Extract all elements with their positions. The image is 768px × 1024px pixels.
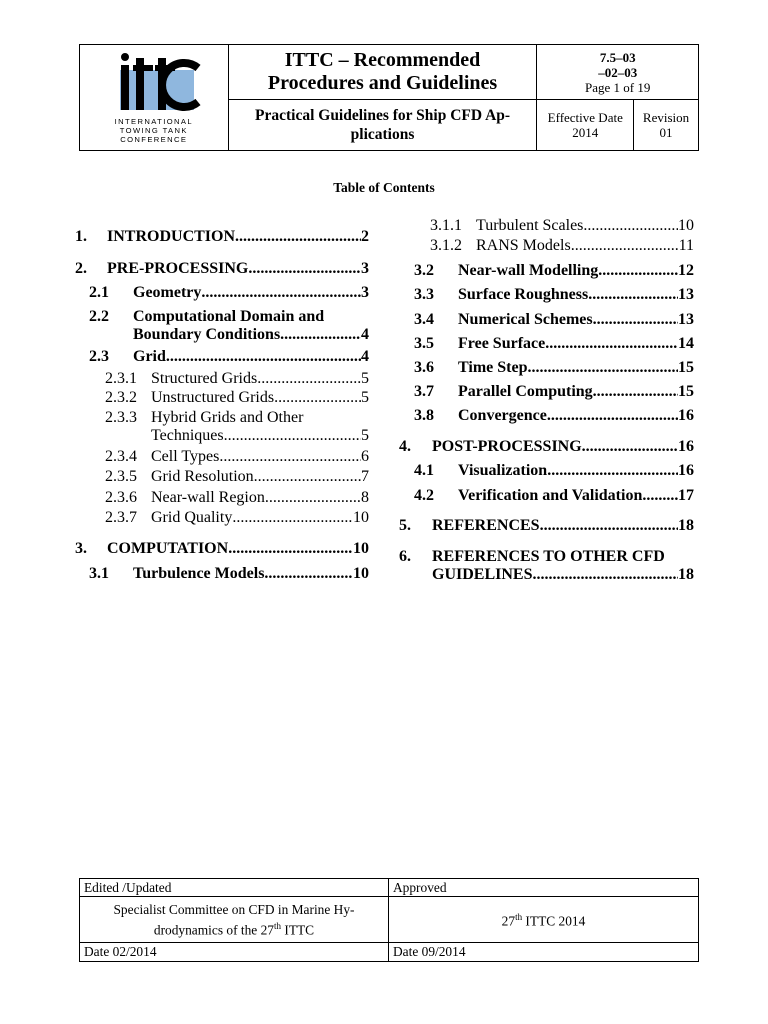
toc-leader-dots: [583, 217, 678, 235]
toc-leader-dots: [588, 286, 678, 304]
toc-entry-number: 3.4: [414, 311, 434, 328]
doc-number-line1: 7.5–03: [599, 49, 636, 65]
document-title: [228, 45, 537, 100]
toc-entry-number: 3.7: [414, 383, 434, 400]
toc-entry[interactable]: [399, 438, 694, 456]
document-header: [79, 44, 699, 151]
toc-entry-page: 5: [361, 389, 369, 406]
toc-entry-number: 2.3.1: [105, 370, 137, 387]
toc-entry-number: 2.3.4: [105, 448, 137, 465]
toc-entry-number: 2.: [75, 260, 87, 277]
toc-entry-label: Near-wall Region: [151, 489, 265, 506]
toc-entry-number: 3.1.1: [430, 217, 462, 234]
toc-entry-page: 12: [678, 262, 694, 279]
toc-entry-page: 10: [678, 217, 694, 234]
toc-leader-dots: [582, 438, 678, 456]
toc-entry-number: 4.2: [414, 487, 434, 504]
toc-leader-dots: [224, 427, 361, 445]
toc-leader-dots: [571, 237, 679, 255]
toc-entry-page: 10: [353, 565, 369, 582]
toc-entry[interactable]: [430, 237, 694, 255]
toc-entry-page: 5: [361, 370, 369, 387]
toc-entry-number: 2.2: [89, 308, 109, 325]
toc-leader-dots: [264, 565, 353, 583]
toc-entry-label: Boundary Conditions: [133, 326, 281, 343]
approved-by: [389, 897, 699, 943]
toc-entry[interactable]: [105, 448, 369, 466]
toc-leader-dots: [642, 487, 678, 505]
toc-leader-dots: [593, 383, 678, 401]
toc-leader-dots: [547, 462, 678, 480]
toc-entry-page: 10: [353, 540, 369, 557]
toc-entry[interactable]: [105, 489, 369, 507]
toc-entry[interactable]: [414, 286, 694, 304]
toc-entry-label: REFERENCES: [432, 517, 540, 534]
toc-entry-number: 3.8: [414, 407, 434, 424]
toc-leader-dots: [532, 566, 678, 584]
approval-footer: [79, 878, 699, 962]
toc-entry[interactable]: [414, 487, 694, 505]
revision-label: Revision: [642, 110, 690, 125]
toc-entry[interactable]: [89, 308, 369, 326]
toc-entry[interactable]: [105, 389, 369, 407]
toc-leader-dots: [232, 509, 353, 527]
toc-entry[interactable]: [105, 427, 369, 445]
toc-entry-page: 5: [361, 427, 369, 444]
toc-entry-page: 16: [678, 407, 694, 424]
toc-entry-page: 7: [361, 468, 369, 485]
toc-entry-number: 3.2: [414, 262, 434, 279]
toc-entry-page: 15: [678, 359, 694, 376]
edited-by-line2-end: ITTC: [281, 922, 315, 938]
toc-leader-dots: [201, 284, 361, 302]
logo-text-line1: INTERNATIONAL: [114, 116, 194, 126]
toc-entry-label: REFERENCES TO OTHER CFD: [432, 548, 665, 565]
toc-leader-dots: [248, 260, 361, 278]
toc-title: Table of Contents: [333, 180, 435, 195]
toc-entry[interactable]: [105, 468, 369, 486]
approved-by-sup: th: [515, 912, 523, 923]
toc-entry[interactable]: [399, 566, 694, 584]
toc-entry-page: 2: [361, 228, 369, 245]
toc-entry-number: 2.3: [89, 348, 109, 365]
approved-label: Approved: [389, 879, 699, 897]
toc-entry[interactable]: [89, 348, 369, 366]
toc-entry-number: 2.3.6: [105, 489, 137, 506]
toc-entry[interactable]: [89, 565, 369, 583]
toc-entry-number: 2.1: [89, 284, 109, 301]
subtitle-line2: plications: [350, 126, 415, 143]
toc-leader-dots: [274, 389, 361, 407]
toc-entry-page: 14: [678, 335, 694, 352]
toc-entry-page: 17: [678, 487, 694, 504]
toc-entry[interactable]: [89, 326, 369, 344]
toc-entry-label: Grid Quality: [151, 509, 233, 526]
toc-entry-number: 4.1: [414, 462, 434, 479]
toc-entry-page: 4: [361, 348, 369, 365]
toc-entry-page: 4: [361, 326, 369, 343]
toc-leader-dots: [257, 370, 361, 388]
toc-entry-label: Grid: [133, 348, 166, 365]
toc-entry-page: 6: [361, 448, 369, 465]
toc-entry[interactable]: [399, 517, 694, 535]
toc-entry-page: 3: [361, 284, 369, 301]
toc-leader-dots: [545, 335, 678, 353]
toc-leader-dots: [265, 489, 361, 507]
toc-entry-number: 2.3.5: [105, 468, 137, 485]
toc-leader-dots: [254, 468, 361, 486]
effective-date-label: Effective Date: [547, 110, 623, 125]
toc-leader-dots: [540, 517, 678, 535]
document-subtitle: [228, 100, 537, 151]
toc-leader-dots: [598, 262, 678, 280]
toc-entry-label: POST-PROCESSING: [432, 438, 582, 455]
toc-entry-number: 5.: [399, 517, 411, 534]
toc-entry[interactable]: [105, 370, 369, 388]
toc-entry-number: 3.: [75, 540, 87, 557]
toc-entry-label: Unstructured Grids: [151, 389, 275, 406]
toc-entry-label: Near-wall Modelling: [458, 262, 599, 279]
toc-entry[interactable]: [414, 383, 694, 401]
toc-entry[interactable]: [75, 260, 369, 278]
toc-entry-label: Free Surface: [458, 335, 546, 352]
toc-entry-label: Visualization: [458, 462, 548, 479]
logo-text-line2: TOWING TANK: [119, 125, 188, 135]
toc-entry-label: Hybrid Grids and Other: [151, 409, 304, 426]
toc-entry-label: INTRODUCTION: [107, 228, 236, 245]
toc-entry-page: 3: [361, 260, 369, 277]
toc-entry-label: PRE-PROCESSING: [107, 260, 249, 277]
toc-entry-label: Parallel Computing: [458, 383, 593, 400]
toc-entry[interactable]: [414, 359, 694, 377]
toc-entry-page: 13: [678, 311, 694, 328]
ittc-logo: [80, 52, 228, 144]
toc-entry[interactable]: [105, 409, 369, 427]
toc-entry-page: 8: [361, 489, 369, 506]
toc-entry-label: Verification and Validation: [458, 487, 643, 504]
edited-by-line1: Specialist Committee on CFD in Marine Hy-: [113, 901, 355, 917]
title-line1: ITTC – Recommended: [284, 49, 481, 71]
toc-leader-dots: [593, 311, 678, 329]
subtitle-line1: Practical Guidelines for Ship CFD Ap-: [255, 107, 511, 124]
toc-entry-label: Geometry: [133, 284, 202, 301]
toc-entry[interactable]: [89, 284, 369, 302]
toc-entry-number: 2.3.2: [105, 389, 137, 406]
ittc-logo-icon: [106, 52, 202, 114]
toc-entry-label: Turbulent Scales: [476, 217, 584, 234]
toc-entry[interactable]: [430, 217, 694, 235]
edited-label: Edited /Updated: [80, 879, 389, 897]
approved-by-end: ITTC 2014: [522, 913, 586, 929]
toc-entry[interactable]: [414, 335, 694, 353]
toc-entry-label: RANS Models: [476, 237, 571, 254]
revision-value: 01: [659, 125, 673, 140]
toc-entry-label: Computational Domain and: [133, 308, 325, 325]
toc-entry-page: 10: [353, 509, 369, 526]
toc-entry-number: 2.3.7: [105, 509, 137, 526]
effective-date-cell: [537, 100, 634, 151]
toc-entry[interactable]: [399, 548, 694, 566]
document-number-cell: [537, 45, 699, 100]
toc-entry-number: 3.1: [89, 565, 109, 582]
toc-entry-page: 16: [678, 462, 694, 479]
date-edited: Date 02/2014: [80, 943, 389, 962]
date-approved: Date 09/2014: [389, 943, 699, 962]
title-line2: Procedures and Guidelines: [267, 72, 498, 94]
toc-entry-number: 3.1.2: [430, 237, 462, 254]
toc-entry-label: Turbulence Models: [133, 565, 265, 582]
toc-entry-label: Structured Grids: [151, 370, 258, 387]
effective-date-value: 2014: [572, 125, 599, 140]
toc-entry-label: Grid Resolution: [151, 468, 254, 485]
toc-entry-number: 4.: [399, 438, 411, 455]
toc-entry-label: Techniques: [151, 427, 224, 444]
toc-entry-label: Numerical Schemes: [458, 311, 593, 328]
toc-entry-label: COMPUTATION: [107, 540, 229, 557]
toc-entry-number: 3.6: [414, 359, 434, 376]
toc-entry[interactable]: [414, 262, 694, 280]
toc-entry-label: Convergence: [458, 407, 547, 424]
toc-leader-dots: [166, 348, 361, 366]
toc-entry-page: 13: [678, 286, 694, 303]
toc-entry[interactable]: [105, 509, 369, 527]
doc-number-line2: –02–03: [598, 64, 638, 80]
toc-leader-dots: [219, 448, 361, 466]
toc-entry-page: 18: [678, 517, 694, 534]
toc-entry-number: 1.: [75, 228, 87, 245]
edited-by-sup: th: [274, 920, 282, 931]
logo-cell: [80, 45, 229, 151]
edited-by-line2-text: drodynamics of the 27: [153, 922, 274, 938]
toc-leader-dots: [235, 228, 361, 246]
toc-entry[interactable]: [75, 540, 369, 558]
edited-by: [80, 897, 389, 943]
toc-entry-number: 2.3.3: [105, 409, 137, 426]
page-info: Page 1 of 19: [585, 79, 651, 95]
toc-entry-label: GUIDELINES: [432, 566, 533, 583]
logo-text-line3: CONFERENCE: [120, 134, 188, 144]
toc-entry-label: Cell Types: [151, 448, 220, 465]
toc-leader-dots: [280, 326, 361, 344]
toc-entry-number: 3.3: [414, 286, 434, 303]
toc-entry[interactable]: [414, 462, 694, 480]
toc-entry-page: 11: [678, 237, 694, 254]
approved-by-text: 27: [501, 913, 516, 929]
revision-cell: [634, 100, 699, 151]
toc-entry-page: 18: [678, 566, 694, 583]
edited-by-line2: [84, 918, 384, 938]
toc-entry-label: Time Step: [458, 359, 528, 376]
toc-leader-dots: [228, 540, 353, 558]
toc-leader-dots: [547, 407, 678, 425]
toc-leader-dots: [527, 359, 678, 377]
toc-entry-page: 16: [678, 438, 694, 455]
toc-entry-label: Surface Roughness: [458, 286, 589, 303]
toc-entry[interactable]: [414, 407, 694, 425]
toc-entry[interactable]: [414, 311, 694, 329]
toc-entry[interactable]: [75, 228, 369, 246]
toc-entry-number: 3.5: [414, 335, 434, 352]
toc-entry-number: 6.: [399, 548, 411, 565]
toc-entry-page: 15: [678, 383, 694, 400]
